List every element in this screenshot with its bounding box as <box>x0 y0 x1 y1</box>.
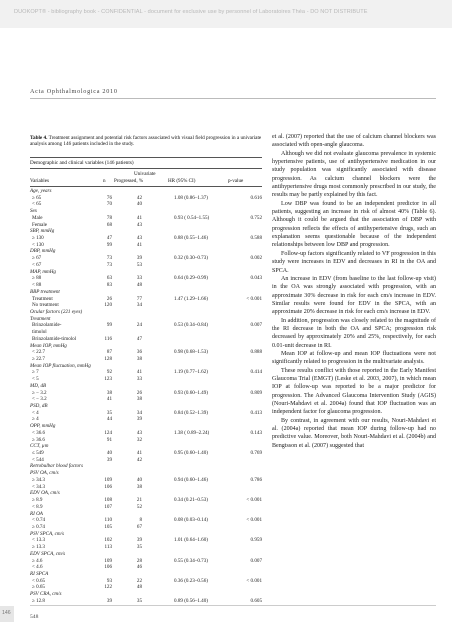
table-cell-variable: < 0.65 <box>32 577 46 584</box>
col-header-hr-line2: HR (95% CI) <box>168 178 196 184</box>
table-row <box>30 208 262 215</box>
table-cell-variable: < 0.74 <box>32 517 46 524</box>
table-row <box>30 544 262 551</box>
table-cell-progressed: 38 <box>136 355 142 362</box>
table-cell-variable: < 65 <box>32 201 42 208</box>
table-row <box>30 584 262 591</box>
table-cell-variable: ≥ − 3.2 <box>32 389 47 396</box>
table-row <box>30 309 262 316</box>
table-cell-variable: ≥ 8.9 <box>32 497 43 504</box>
table-cell-n: 99 <box>106 241 112 248</box>
table-cell-progressed: 46 <box>136 564 142 571</box>
table-cell-n: 70 <box>106 201 112 208</box>
table-row <box>30 511 262 518</box>
table-row <box>30 363 262 370</box>
body-paragraph: Follow-up factors significantly related to VF progression in this study were increases in EDV and decreases in RI in the OA and SPCA. <box>272 250 436 274</box>
table-cell-hr: 0.89 (0.56–1.40) <box>174 597 208 604</box>
table-cell-n: 109 <box>104 557 112 564</box>
table-caption-label: Table 4. <box>30 135 48 141</box>
table-cell-pvalue: 0.002 <box>250 255 262 262</box>
table-cell-progressed: 34 <box>136 302 142 309</box>
table-cell-variable: Retrobulbar blood factors <box>30 463 84 470</box>
table-row <box>30 248 262 255</box>
table-cell-progressed: 41 <box>136 214 142 221</box>
table-cell-variable: < 13.3 <box>32 537 46 544</box>
table-cell-hr: 0.98 (0.68–1.53) <box>174 349 208 356</box>
table-cell-progressed: 33 <box>136 275 142 282</box>
table-cell-pvalue: 0.616 <box>250 194 262 201</box>
table-cell-n: 39 <box>106 456 112 463</box>
table-cell-variable: PSV SPCA, cm/s <box>30 530 65 537</box>
table-cell-hr: 0.93 (0.60–1.49) <box>174 389 208 396</box>
table-cell-hr: 0.95 (0.60–1.40) <box>174 450 208 457</box>
table-row <box>30 228 262 235</box>
table-cell-variable: PSV OA, cm/s <box>30 470 59 477</box>
table-cell-variable: < 88 <box>32 282 42 289</box>
table-cell-n: 73 <box>106 255 112 262</box>
table-cell-variable: MAP, mmHg <box>30 268 56 275</box>
table-cell-progressed: 77 <box>136 295 142 302</box>
table-row <box>30 396 262 403</box>
table-row <box>30 275 262 282</box>
table-cell-progressed: 67 <box>136 523 142 530</box>
table-cell-progressed: 40 <box>136 201 142 208</box>
table-cell-variable: PSD, dB <box>30 403 48 409</box>
table-cell-hr: 1.38 ( 0.89–2.24) <box>174 429 210 436</box>
table-row <box>30 289 262 296</box>
table-cell-n: 106 <box>104 564 112 571</box>
table-cell-pvalue: 0.786 <box>250 476 262 483</box>
table-cell-hr: 0.55 (0.34–0.73) <box>174 557 208 564</box>
table-cell-variable: ≥ 12.8 <box>32 597 45 604</box>
table-row <box>30 222 262 229</box>
table-cell-pvalue: 0.769 <box>250 450 262 457</box>
table-row <box>30 551 262 558</box>
table-row <box>30 383 262 390</box>
table-cell-n: 128 <box>104 355 112 362</box>
table-cell-progressed: 43 <box>136 221 142 228</box>
col-header-progressed: Progressed, % <box>114 178 144 184</box>
col-header-variables: Variables <box>30 178 49 184</box>
table-cell-pvalue: 0.043 <box>250 275 262 282</box>
table-cell-variable: MD, dB <box>30 382 47 389</box>
table-row <box>30 490 262 497</box>
table-cell-progressed: 43 <box>136 235 142 242</box>
table-cell-variable: < 5 <box>32 376 39 383</box>
table-cell-variable: < 130 <box>32 241 44 248</box>
table-cell-progressed: 39 <box>136 416 142 423</box>
table-cell-variable: OPP, mmHg <box>30 423 56 430</box>
table-cell-variable: < 8.9 <box>32 503 43 510</box>
table-cell-variable: EDV SPCA, cm/s <box>30 550 66 557</box>
table-row <box>30 558 262 565</box>
table-cell-progressed: 8 <box>139 517 142 524</box>
table-cell-progressed: 48 <box>136 584 142 591</box>
table-cell-hr: 0.93 ( 0.54–1.55) <box>174 214 210 221</box>
table-cell-pvalue: 0.809 <box>250 389 262 396</box>
table-row <box>30 598 262 605</box>
table-cell-variable: Male <box>32 214 43 221</box>
side-page-tab <box>0 606 14 622</box>
table-row <box>30 235 262 242</box>
table-row <box>30 269 262 276</box>
table-cell-variable: DBP, mmHg <box>30 248 56 255</box>
table-cell-pvalue: 0.888 <box>250 349 262 356</box>
body-paragraph: By contrast, in agreement with our results, Nouri-Mahdavi et al. (2004a) reported that mean IOP during follow-up had no predictive value. Moreover, both Nouri-Mahdavi et al. (2004b) and Bengtsson et al. (2007) suggested that <box>272 417 436 449</box>
table-row <box>30 343 262 350</box>
table-cell-variable: < 4 <box>32 409 39 416</box>
table-cell-n: 78 <box>106 214 112 221</box>
table-row <box>30 578 262 585</box>
table-cell-pvalue: 0.007 <box>250 322 262 329</box>
table-cell-n: 91 <box>106 436 112 443</box>
table-cell-n: 68 <box>106 221 112 228</box>
table-cell-n: 35 <box>106 409 112 416</box>
table-cell-progressed: 38 <box>136 396 142 403</box>
table-row <box>30 302 262 309</box>
footer-rule <box>30 605 436 606</box>
table-row <box>30 215 262 222</box>
table-cell-progressed: 53 <box>136 261 142 268</box>
table-cell-hr: 0.94 (0.60–1.46) <box>174 476 208 483</box>
table-row <box>30 416 262 423</box>
table-cell-hr: 0.34 (0.21–0.53) <box>174 497 208 504</box>
table-row <box>30 195 262 202</box>
table-cell-pvalue: < 0.001 <box>246 497 262 504</box>
table-cell-progressed: 52 <box>136 503 142 510</box>
table-row <box>30 410 262 417</box>
table-cell-variable: Treatment <box>32 295 53 302</box>
table-row <box>30 517 262 524</box>
table-cell-pvalue: < 0.001 <box>246 517 262 524</box>
body-paragraph: Although we did not evaluate glaucoma prevalence in systemic hypertensive patients, use of antihypertensive medication in our study population was significantly associated with disease progression. As calcium channel blockers were the antihypertensive drugs most commonly prescribed in our study, the results may be partly explained by this fact. <box>272 150 436 199</box>
table-cell-n: 106 <box>104 483 112 490</box>
table-cell-variable: ≤ 549 <box>32 450 44 457</box>
table-cell-variable: RI SPCA <box>30 570 49 577</box>
table-row <box>30 369 262 376</box>
confidential-banner-text: DUOKOPT® - bibliography book - CONFIDENTIAL - document for exclusive use by personnel of Laboratoires Théa - DO NOT DISTRIBUTE <box>14 9 368 15</box>
table-cell-variable: ≥ 67 <box>32 255 42 262</box>
table-cell-progressed: 40 <box>136 476 142 483</box>
table-row <box>30 423 262 430</box>
table-cell-hr: 1.08 (0.86–1.37) <box>174 194 208 201</box>
table-cell-pvalue: 0.007 <box>250 557 262 564</box>
table-cell-variable: < 544 <box>32 456 44 463</box>
table-cell-progressed: 39 <box>136 537 142 544</box>
table-cell-variable: SBP, mmHg <box>30 228 55 235</box>
table-cell-progressed: 32 <box>136 436 142 443</box>
table-cell-hr: 0.88 (0.55–1.46) <box>174 235 208 242</box>
table-header-rule <box>30 186 262 187</box>
table-cell-pvalue: 0.605 <box>250 597 262 604</box>
table-cell-variable: BBP treatment <box>30 288 60 295</box>
table-cell-pvalue: < 0.001 <box>246 295 262 302</box>
table-cell-variable: ≥ 88 <box>32 275 42 282</box>
table-row <box>30 188 262 195</box>
table-cell-n: 83 <box>106 282 112 289</box>
table-row <box>30 336 262 343</box>
table-row <box>30 262 262 269</box>
table-cell-hr: 0.32 (0.30–0.73) <box>174 255 208 262</box>
table-cell-n: 41 <box>106 396 112 403</box>
table-row <box>30 524 262 531</box>
table-cell-n: 107 <box>104 503 112 510</box>
table-cell-progressed: 41 <box>136 450 142 457</box>
table-cell-variable: CCT, µm <box>30 443 49 450</box>
table-row <box>30 296 262 303</box>
table-cell-progressed: 35 <box>136 597 142 604</box>
table-cell-n: 120 <box>104 302 112 309</box>
table-cell-variable: No treatment <box>32 302 59 309</box>
table-cell-variable: PSV CRA, cm/s <box>30 591 62 598</box>
table-cell-hr: 0.84 (0.52–1.39) <box>174 409 208 416</box>
table-cell-variable: < 36.6 <box>32 429 46 436</box>
table-cell-variable: Age, years <box>30 188 52 194</box>
table-cell-variable: Ocular factors (221 eyes) <box>30 308 83 315</box>
table-cell-variable: < 34.3 <box>32 483 46 490</box>
col-header-pvalue: p-value <box>228 178 244 184</box>
table-cell-pvalue: 0.414 <box>250 369 262 376</box>
table-row <box>30 390 262 397</box>
table-cell-pvalue: 0.143 <box>250 429 262 436</box>
table-cell-variable: Brinzolamide-timolol <box>32 335 77 342</box>
journal-running-head: Acta Ophthalmologica 2010 <box>30 88 118 95</box>
table-cell-variable: EDV OA, cm/s <box>30 490 60 497</box>
table-cell-n: 122 <box>104 584 112 591</box>
table-cell-progressed: 43 <box>136 429 142 436</box>
table-cell-n: 92 <box>106 369 112 376</box>
body-paragraph: An increase in EDV (from baseline to the last follow-up visit) in the OA was strongly associated with progression, with an approximate 30% decrease in risk for each cm/s increase in EDV. Similar results were found for EDV in the SPCA, with an approximate 20% decrease in risk for each cm/s increase in EDV. <box>272 275 436 316</box>
table-cell-n: 73 <box>106 261 112 268</box>
table-cell-n: 76 <box>106 194 112 201</box>
table-cell-hr: 0.36 (0.23–0.56) <box>174 577 208 584</box>
table-cell-variable: < − 3.2 <box>32 396 47 403</box>
table-cell-variable: ≥ 34.3 <box>32 476 45 483</box>
table-cell-n: 99 <box>106 322 112 329</box>
table-cell-pvalue: 0.959 <box>250 537 262 544</box>
table-caption-text: Treatment assignment and potential risk factors associated with visual field progression in a univariate analysis among 146 patients included in the study. <box>30 135 262 148</box>
body-paragraph: In addition, progression was closely related to the magnitude of the RI decrease in both the OA and SPCA; progression risk decreased by approximately 20% and 25%, respectively, for each 0.01-unit decrease in RI. <box>272 317 436 349</box>
table-cell-variable: Mean IOP fluctuation, mmHg <box>30 362 91 369</box>
table-cell-variable: ≥ 4.6 <box>32 557 43 564</box>
table-cell-variable: ≥ 130 <box>32 235 44 242</box>
table-cell-variable: < 22.7 <box>32 349 46 356</box>
table-cell-hr: 0.08 (0.03–0.14) <box>174 517 208 524</box>
table-cell-variable: ≥ 65 <box>32 194 42 201</box>
table-cell-progressed: 38 <box>136 483 142 490</box>
table-cell-n: 116 <box>104 335 112 342</box>
col-header-hr-line1: Univariate <box>134 171 156 177</box>
table-cell-variable: Sex <box>30 208 38 215</box>
table-cell-n: 93 <box>106 577 112 584</box>
table-row <box>30 282 262 289</box>
table-row <box>30 450 262 457</box>
body-paragraph: Low DBP was found to be an independent predictor in all patients, suggesting an increase in risk of almost 40% (Table 6). Although it could be argued that the association of DBP with progression reflects the effects of antihypertensive drugs, such an explanation seems questionable because of the independent relationships between low DBP and progression. <box>272 200 436 249</box>
table-row <box>30 322 262 329</box>
table-cell-n: 44 <box>106 416 112 423</box>
table-cell-n: 40 <box>106 450 112 457</box>
table-cell-n: 108 <box>104 497 112 504</box>
table-cell-progressed: 47 <box>136 335 142 342</box>
side-page-number: 146 <box>2 610 11 616</box>
table-row <box>30 403 262 410</box>
table-cell-progressed: 33 <box>136 376 142 383</box>
page-folio: 548 <box>30 614 39 620</box>
table-row <box>30 591 262 598</box>
table-cell-n: 47 <box>106 235 112 242</box>
table-cell-pvalue: 0.413 <box>250 409 262 416</box>
table-cell-variable: ≥ 22.7 <box>32 355 45 362</box>
table-row <box>30 504 262 511</box>
table-cell-hr: 1.01 (0.64–1.60) <box>174 537 208 544</box>
table-row <box>30 564 262 571</box>
table-cell-n: 87 <box>106 349 112 356</box>
table-row <box>30 329 262 336</box>
table-row <box>30 376 262 383</box>
table-cell-variable: ≥ 0.74 <box>32 523 45 530</box>
table-row <box>30 443 262 450</box>
table-cell-variable: Treatment <box>30 315 51 322</box>
table-top-rule <box>30 157 262 158</box>
table-cell-variable: ≥ 36.6 <box>32 436 45 443</box>
table-cell-progressed: 39 <box>136 255 142 262</box>
table-cell-progressed: 26 <box>136 389 142 396</box>
confidential-banner-bar <box>0 0 452 28</box>
table-cell-progressed: 21 <box>136 497 142 504</box>
table-row <box>30 497 262 504</box>
table-row <box>30 477 262 484</box>
table-cell-progressed: 36 <box>136 349 142 356</box>
table-cell-variable: ≥ 7 <box>32 369 39 376</box>
table-cell-pvalue: < 0.001 <box>246 577 262 584</box>
table-cell-progressed: 41 <box>136 241 142 248</box>
table-cell-progressed: 28 <box>136 557 142 564</box>
table-cell-variable: < 4.6 <box>32 564 43 571</box>
table-row <box>30 316 262 323</box>
table-row <box>30 255 262 262</box>
body-paragraph: These results conflict with those reported in the Early Manifest Glaucoma Trial (EMGT) (Leske et al. 2003, 2007), in which mean IOP at follow-up was reported to be a major predictor for progression. The Advanced Glaucoma Intervention Study (AGIS) (Nouri-Mahdavi et al. 2004a) found that IOP fluctuation was an independent factor for glaucoma progression. <box>272 367 436 416</box>
table-row <box>30 571 262 578</box>
table-cell-variable: RI OA <box>30 510 43 517</box>
table-cell-variable: Mean IOP, mmHg <box>30 342 67 349</box>
table-cell-progressed: 22 <box>136 577 142 584</box>
table-cell-progressed: 48 <box>136 282 142 289</box>
table-cell-variable: ≥ 0.65 <box>32 584 45 591</box>
table-row <box>30 470 262 477</box>
table-cell-progressed: 35 <box>136 544 142 551</box>
body-paragraph: Mean IOP at follow-up and mean IOP fluctuations were not significantly related to progression in the multivariate analysis. <box>272 350 436 366</box>
table-cell-progressed: 42 <box>136 456 142 463</box>
table-cell-hr: 0.64 (0.29–0.99) <box>174 275 208 282</box>
table-cell-pvalue: 0.588 <box>250 235 262 242</box>
table-cell-n: 39 <box>106 597 112 604</box>
table-row <box>30 531 262 538</box>
table-row <box>30 430 262 437</box>
table-cell-variable: ≥ 4 <box>32 416 39 423</box>
table-cell-progressed: 41 <box>136 369 142 376</box>
table-row <box>30 537 262 544</box>
table-cell-variable: Female <box>32 221 47 228</box>
table-cell-n: 26 <box>106 295 112 302</box>
table-cell-hr: 0.53 (0.34–0.84) <box>174 322 208 329</box>
table-cell-n: 63 <box>106 275 112 282</box>
table-caption <box>30 135 262 148</box>
table-row <box>30 484 262 491</box>
table-row <box>30 356 262 363</box>
table-row <box>30 201 262 208</box>
table-cell-n: 110 <box>104 517 112 524</box>
table-cell-hr: 1.47 (1.29–1.66) <box>174 295 208 302</box>
table-cell-n: 124 <box>104 429 112 436</box>
table-cell-progressed: 42 <box>136 194 142 201</box>
table-cell-variable: Brinzolamide- <box>32 322 62 329</box>
header-rule <box>30 98 436 99</box>
table-cell-n: 102 <box>104 537 112 544</box>
table-row <box>30 349 262 356</box>
body-paragraph: et al. (2007) reported that the use of calcium channel blockers was associated with open-angle glaucoma. <box>272 134 436 149</box>
table-row <box>30 463 262 470</box>
table-cell-n: 123 <box>104 376 112 383</box>
table-cell-n: 38 <box>106 389 112 396</box>
table-subtitle-rule <box>30 168 262 169</box>
table-cell-pvalue: 0.752 <box>250 214 262 221</box>
table-cell-n: 105 <box>104 523 112 530</box>
table-body <box>30 188 262 605</box>
table-cell-variable: timolol <box>32 329 47 336</box>
table-cell-n: 109 <box>104 476 112 483</box>
table-cell-hr: 1.19 (0.77–1.62) <box>174 369 208 376</box>
table-cell-variable: ≥ 13.3 <box>32 544 45 551</box>
table-cell-progressed: 34 <box>136 409 142 416</box>
table-subtitle: Demographic and clinical variables (146 patients) <box>30 160 134 166</box>
table-cell-progressed: 24 <box>136 322 142 329</box>
table-cell-n: 113 <box>104 544 112 551</box>
table-row <box>30 437 262 444</box>
table-row <box>30 242 262 249</box>
table-cell-variable: < 67 <box>32 261 42 268</box>
body-text-column <box>272 133 436 450</box>
col-header-n: n <box>103 178 106 184</box>
